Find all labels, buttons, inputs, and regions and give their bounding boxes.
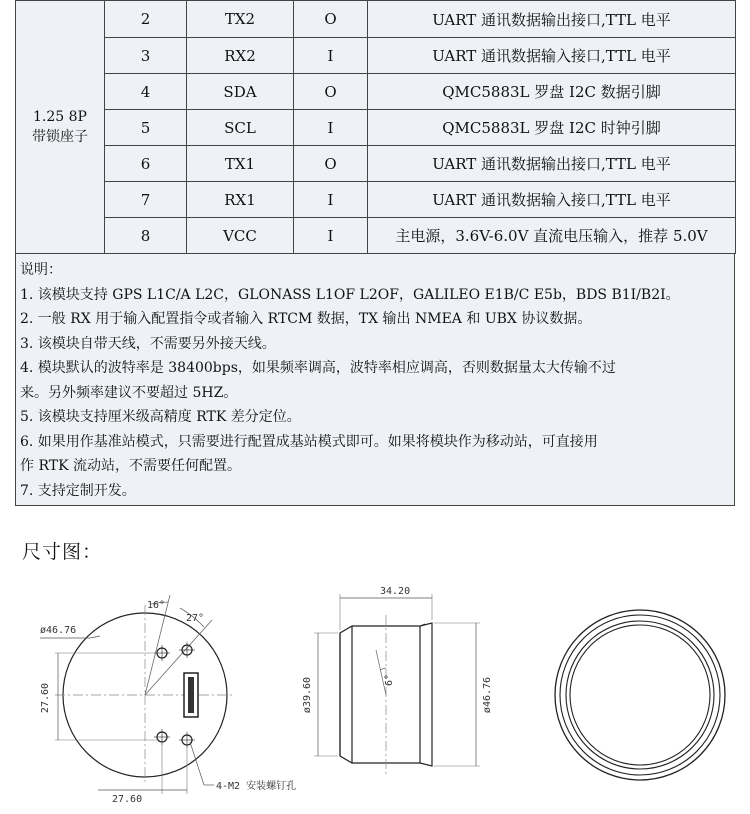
pin-number: 6 bbox=[105, 146, 187, 182]
pin-name: TX2 bbox=[187, 1, 294, 38]
pin-number: 4 bbox=[105, 74, 187, 110]
angle2-label: 27° bbox=[186, 613, 205, 624]
hole-note-label: 4-M2 安装螺钉孔 bbox=[216, 781, 297, 792]
pin-io: O bbox=[294, 146, 368, 182]
angle1-label: 16° bbox=[147, 600, 166, 611]
dimension-drawings bbox=[0, 580, 750, 814]
pin-io: O bbox=[294, 1, 368, 38]
top-height-label: 27.60 bbox=[40, 682, 51, 714]
note-item: 作 RTK 流动站，不需要任何配置。 bbox=[20, 458, 241, 474]
pin-number: 3 bbox=[105, 38, 187, 74]
pin-number: 5 bbox=[105, 110, 187, 146]
connector-type: 1.25 8P bbox=[33, 109, 87, 125]
inner-ring bbox=[570, 625, 710, 765]
note-item: 5. 该模块支持厘米级高精度 RTK 差分定位。 bbox=[20, 409, 301, 425]
pin-name: RX2 bbox=[187, 38, 294, 74]
pin-name: TX1 bbox=[187, 146, 294, 182]
note-item: 6. 如果用作基准站模式，只需要进行配置成基站模式即可。如果将模块作为移动站，可直接用 bbox=[20, 433, 598, 450]
note-item: 4. 模块默认的波特率是 38400bps，如果频率调高，波特率相应调高，否则数据量太大传输不过 bbox=[20, 360, 616, 376]
dimension-title: 尺寸图： bbox=[22, 541, 103, 563]
pin-description: UART 通讯数据输入接口,TTL 电平 bbox=[368, 182, 736, 218]
pin-name: RX1 bbox=[187, 182, 294, 218]
pin-name: VCC bbox=[187, 218, 294, 254]
note-item: 7. 支持定制开发。 bbox=[20, 482, 136, 499]
pin-description: QMC5883L 罗盘 I2C 数据引脚 bbox=[368, 74, 736, 110]
side-view-drawing bbox=[314, 594, 480, 775]
notes-box bbox=[15, 254, 735, 506]
notes-heading: 说明： bbox=[20, 262, 62, 278]
pin-name: SCL bbox=[187, 110, 294, 146]
pin-number: 7 bbox=[105, 182, 187, 218]
side-width-label: 34.20 bbox=[380, 586, 411, 597]
pin-io: O bbox=[294, 74, 368, 110]
top-width-label: 27.60 bbox=[112, 794, 143, 805]
table-row bbox=[16, 74, 736, 110]
bottom-view-drawing bbox=[555, 610, 725, 780]
side-top-diameter-label: ø46.76 bbox=[482, 676, 493, 714]
note-item: 1. 该模块支持 GPS L1C/A L2C，GLONASS L1OF L2OF，GALILEO E1B/C E5b，BDS B1I/B2I。 bbox=[20, 286, 680, 303]
connector-group-cell bbox=[16, 1, 105, 254]
pin-description: 主电源，3.6V-6.0V 直流电压输入，推荐 5.0V bbox=[368, 218, 736, 254]
pin-description: QMC5883L 罗盘 I2C 时钟引脚 bbox=[368, 110, 736, 146]
side-base-diameter-label: ø39.60 bbox=[302, 676, 313, 714]
pin-number: 8 bbox=[105, 218, 187, 254]
table-row bbox=[16, 1, 736, 38]
pin-io: I bbox=[294, 218, 368, 254]
table-row bbox=[16, 218, 736, 254]
pin-description: UART 通讯数据输出接口,TTL 电平 bbox=[368, 146, 736, 182]
pin-number: 2 bbox=[105, 1, 187, 38]
pin-io: I bbox=[294, 110, 368, 146]
note-item: 3. 该模块自带天线，不需要另外接天线。 bbox=[20, 335, 276, 352]
note-item: 2. 一般 RX 用于输入配置指令或者输入 RTCM 数据，TX 输出 NMEA 和 UBX 协议数据。 bbox=[20, 311, 592, 327]
table-row bbox=[16, 146, 736, 182]
pin-description: UART 通讯数据输出接口,TTL 电平 bbox=[368, 1, 736, 38]
taper-angle-label: 6° bbox=[384, 673, 395, 687]
table-row bbox=[16, 110, 736, 146]
spec-sheet bbox=[15, 0, 735, 506]
pin-io: I bbox=[294, 182, 368, 218]
pin-table bbox=[15, 0, 736, 254]
pin-io: I bbox=[294, 38, 368, 74]
connector-desc: 带锁座子 bbox=[32, 129, 88, 145]
note-item: 来。另外频率建议不要超过 5HZ。 bbox=[20, 384, 238, 401]
table-row bbox=[16, 38, 736, 74]
table-row bbox=[16, 182, 736, 218]
outer-ring bbox=[555, 610, 725, 780]
top-diameter-label: ø46.76 bbox=[40, 625, 77, 636]
pin-description: UART 通讯数据输入接口,TTL 电平 bbox=[368, 38, 736, 74]
pin-name: SDA bbox=[187, 74, 294, 110]
